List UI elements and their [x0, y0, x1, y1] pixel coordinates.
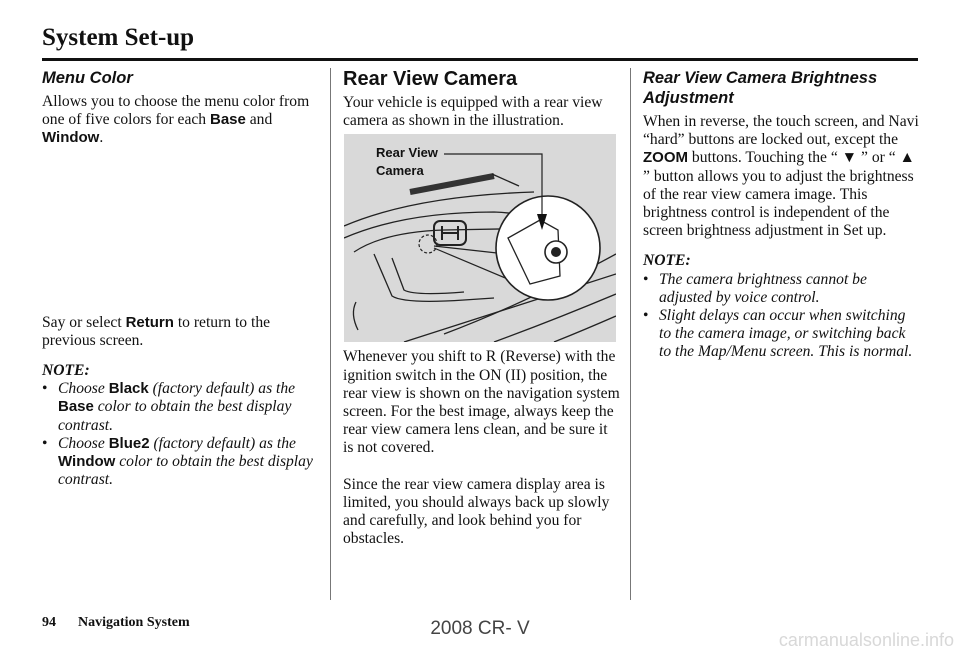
brightness-section — [643, 68, 921, 362]
rear-view-camera-heading: Rear View Camera — [343, 68, 518, 90]
brightness-paragraph: When in reverse, the touch screen, and Navi “hard” buttons are locked out, except the ZOOM buttons. Touching the “ ▼ ” or “ ▲ ” button allows you to adjust the brightness of the rear view camera image. This brightness control is independent of the screen brightness adjustment in Set up. — [643, 113, 919, 240]
note-label: NOTE: — [42, 362, 90, 380]
note-item: • The camera brightness cannot be adjusted by voice control. — [643, 271, 921, 307]
menu-color-heading: Menu Color — [42, 69, 133, 87]
column-divider — [630, 68, 631, 600]
brightness-notes — [643, 271, 921, 362]
rear-view-camera-section — [343, 68, 621, 548]
page-header-title: System Set-up — [42, 24, 195, 51]
page-number: 94 — [42, 615, 56, 630]
header-rule — [42, 58, 918, 61]
note-label: NOTE: — [643, 252, 691, 270]
footer-title: Navigation System — [78, 615, 190, 630]
menu-color-section — [42, 68, 318, 489]
model-watermark: 2008 CR- V — [430, 618, 530, 639]
note-item: • Choose Black (factory default) as the Base color to obtain the best display contrast. — [42, 380, 318, 435]
menu-color-intro: Allows you to choose the menu color from one of five colors for each Base and Window. — [42, 93, 310, 147]
note-item: • Choose Blue2 (factory default) as the Window color to obtain the best display contrast. — [42, 435, 318, 490]
site-watermark: carmanualsonline.info — [778, 630, 954, 650]
blank-space — [42, 148, 318, 314]
rear-camera-illustration — [344, 134, 616, 342]
rear-view-camera-intro: Your vehicle is equipped with a rear view camera as shown in the illustration. — [343, 94, 603, 130]
figure-label: Rear View Camera — [376, 145, 438, 179]
menu-color-notes — [42, 380, 318, 489]
reverse-paragraph: Whenever you shift to R (Reverse) with the ignition switch in the ON (II) position, the rear view is shown on the navigation system screen. For the best image, always keep the rear view camera lens clean, and be sure it is not covered. — [343, 348, 620, 457]
caution-paragraph: Since the rear view camera display area is limited, you should always back up slowly and carefully, and look behind you for obstacles. — [343, 475, 610, 548]
column-divider — [330, 68, 331, 600]
note-item: • Slight delays can occur when switching to the camera image, or switching back to the Map/Menu screen. This is normal. — [643, 307, 921, 362]
return-instruction: Say or select Return to return to the previous screen. — [42, 313, 271, 349]
brightness-heading: Rear View Camera Brightness Adjustment — [643, 69, 878, 107]
